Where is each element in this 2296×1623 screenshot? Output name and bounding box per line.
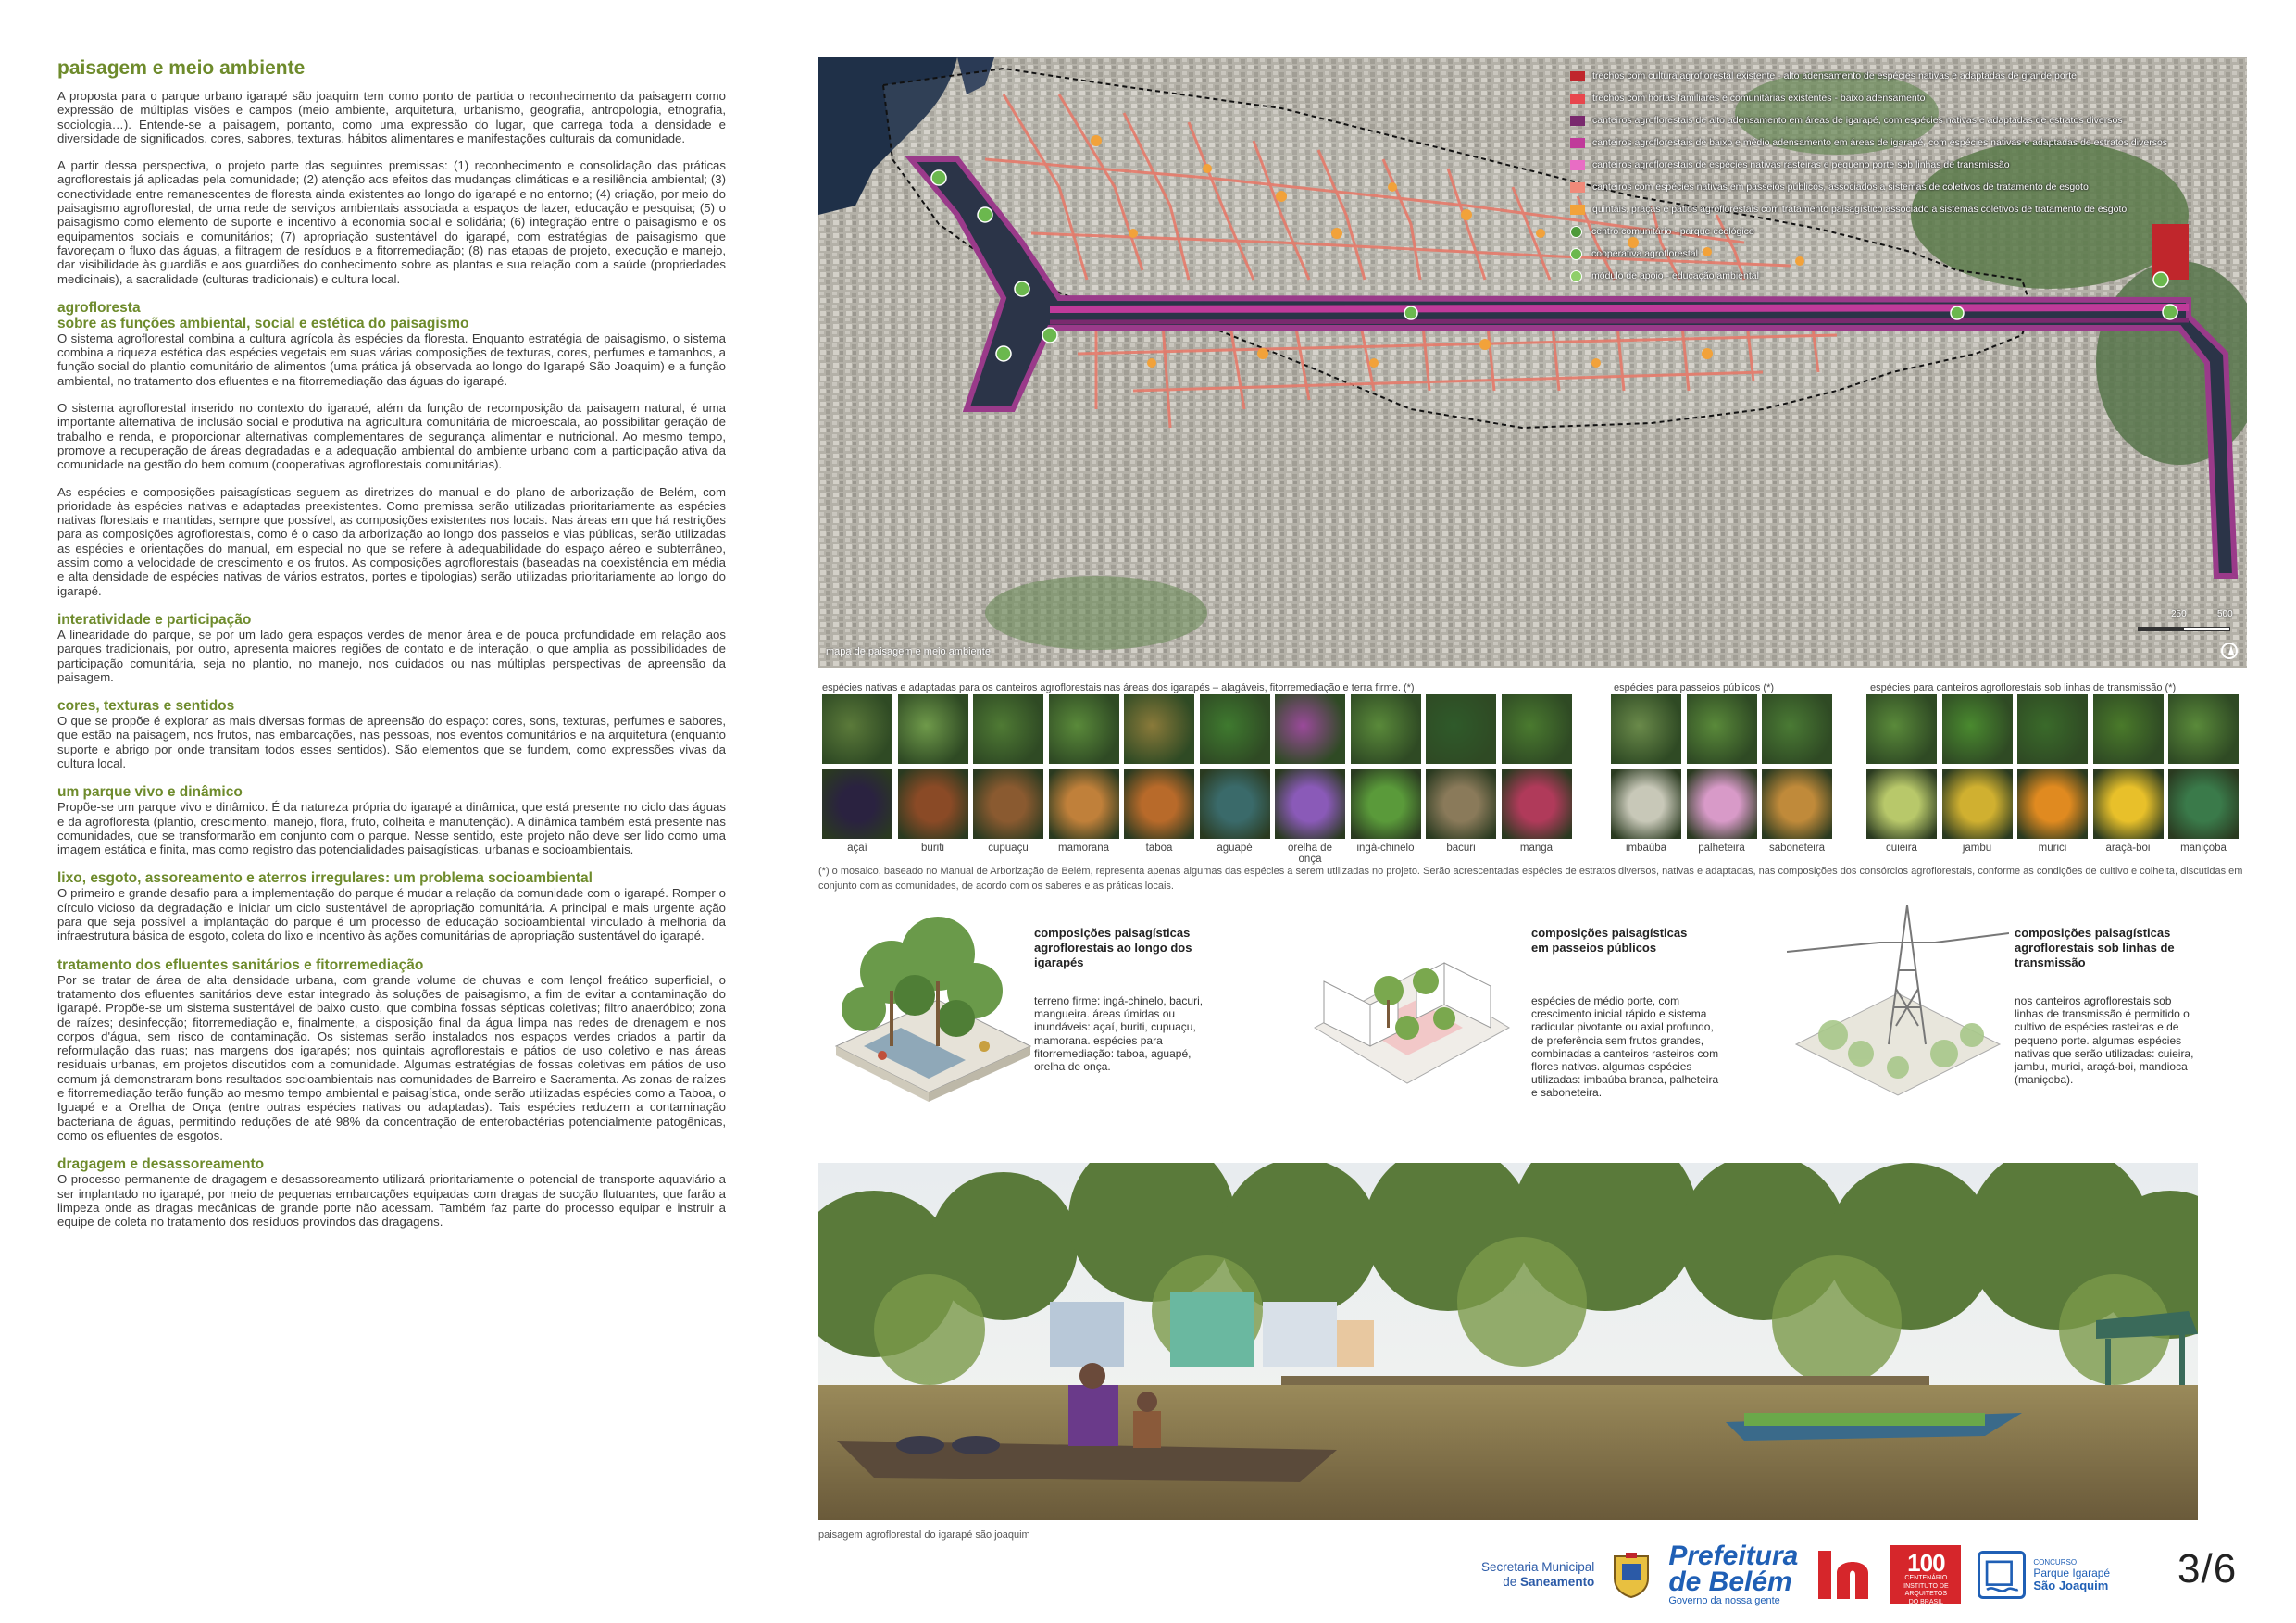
species-label: aguapé bbox=[1217, 843, 1253, 854]
species-label: bacuri bbox=[1446, 843, 1476, 854]
legend-label: quintais, praças e pátios agroflorestais com tratamento paisagístico associado a sistemas coletivos de tratamento de esgoto bbox=[1592, 204, 2128, 215]
species-tree-photo bbox=[1049, 694, 1119, 764]
legend-label: canteiros agroflorestais de espécies nativas rasteiras e pequeno porte sob linhas de transmissão bbox=[1592, 159, 2010, 170]
species-tree-photo bbox=[1762, 694, 1832, 764]
species-detail-photo bbox=[1942, 769, 2013, 839]
mosaic-group-title-passeios: espécies para passeios públicos (*) bbox=[1614, 682, 1775, 693]
species-tree-photo bbox=[2168, 694, 2239, 764]
heading-agrofloresta: agrofloresta sobre as funções ambiental, social e estética do paisagismo bbox=[57, 299, 469, 331]
legend-label: trechos com hortas familiares e comunitárias existentes - baixo adensamento bbox=[1592, 93, 1926, 104]
photo-caption: paisagem agroflorestal do igarapé são joaquim bbox=[818, 1529, 1030, 1541]
legend-item bbox=[1570, 131, 2246, 154]
species-label: ingá-chinelo bbox=[1356, 843, 1415, 854]
north-arrow-icon bbox=[2221, 643, 2238, 659]
species-tree-photo bbox=[1124, 694, 1194, 764]
legend-item bbox=[1570, 87, 2246, 109]
species-detail-photo bbox=[1200, 769, 1270, 839]
heading-lixo: lixo, esgoto, assoreamento e aterros irregulares: um problema socioambiental bbox=[57, 870, 593, 887]
composition-text-igarape: terreno firme: ingá-chinelo, bacuri, mangueira. áreas úmidas ou inundáveis: açaí, buriti, cupuaçu, mamorana. espécies para fitorremediação: taboa, aguapé, orelha de onça. bbox=[1034, 994, 1204, 1074]
species-detail-photo bbox=[2017, 769, 2088, 839]
agro-paragraph-1: O sistema agroflorestal combina a cultura agrícola às espécies da floresta. Enquanto estratégia de paisagismo, o sistema combina a riqueza estética das espécies vegetais em suas várias composições de texturas, cores, perfumes e tamanhos, a função social do plantio comunitário de alimentos (uma prática já observada ao longo do Igarapé São Joaquim) e a função ambiental, no tratamento dos efluentes e na fitorremediação das águas do igarapé. bbox=[57, 331, 726, 388]
scale-label-250: 250 bbox=[2171, 609, 2187, 619]
species-label: buriti bbox=[921, 843, 944, 854]
logo-prefeitura-belem: Prefeitura de Belém Governo da nossa gente bbox=[1668, 1540, 1799, 1606]
species-label: murici bbox=[2038, 843, 2067, 854]
trat-paragraph: Por se tratar de área de alta densidade urbana, com grande volume de chuvas e com lençol freático superficial, o tratamento dos efluentes sanitários deve estar integrado às soluções de paisagismo, a fim de evitar a contaminação do igarapé. Propõe-se um sistema sustentável de baixo custo, que combina fossas sépticas coletivas; filtro anaeróbico; zona de raízes; desinfecção; fitorremediação e, finalmente, a disposição final da água limpa nas redes de drenagem e nos corpos d'água, sem risco de contaminação. Os sistemas serão instalados nos espaços verdes criados a partir da reformulação das ruas; nas margens dos igarapés; nos quintais agroflorestais e pátios de uso coletivo e nas áreas residuais urbanas, em projetos discutidos com a comunidade. Algumas estratégias de fossas coletivas em pátios de uso comum já demonstraram bons resultados socioambientais nas comunidades de Barreiro e Sacramenta. As zonas de raízes e fitorremediação terão função ao mesmo tempo ambiental e paisagística, onde serão utilizadas espécies como a Taboa, o Iguapé e a Orelha de Onça (entre outras espécies nativas ou adaptadas). Tais espécies reduzem a contaminação bacteriana de águas, permitindo reduções de até 98% da concentração de enterobactérias potencialmente patogênicas, como os efluentes de esgotos. bbox=[57, 972, 726, 1142]
legend-label: trechos com cultura agroflorestal existente - alto adensamento de espécies nativas e adaptadas de grande porte bbox=[1592, 70, 2077, 81]
legend-swatch bbox=[1570, 160, 1585, 170]
legend-item bbox=[1570, 65, 2246, 87]
species-tree-photo bbox=[1200, 694, 1270, 764]
species-label: cupuaçu bbox=[988, 843, 1029, 854]
heading-interatividade: interatividade e participação bbox=[57, 611, 252, 628]
inter-paragraph: A linearidade do parque, se por um lado gera espaços verdes de menor área e de pouca profundidade em relação aos parques tradicionais, por outro, apresenta maiores regiões de contato e de interação, o que amplia as possibilidades de participação comunitária, seja no plantio, no manejo, nos cuidados ou nas múltiplas perspectivas de apreensão da paisagem. bbox=[57, 627, 726, 684]
scale-bar bbox=[2138, 609, 2233, 637]
left-text-column bbox=[57, 57, 726, 1229]
legend-swatch bbox=[1570, 270, 1582, 282]
species-detail-photo bbox=[2093, 769, 2164, 839]
species-detail-photo bbox=[1762, 769, 1832, 839]
composition-title-transmissao: composições paisagísticas agroflorestais sob linhas de transmissão bbox=[2015, 926, 2175, 969]
species-detail-photo bbox=[1611, 769, 1681, 839]
legend-item bbox=[1570, 154, 2246, 176]
species-detail-photo bbox=[1275, 769, 1345, 839]
legend-swatch bbox=[1570, 71, 1585, 81]
species-detail-photo bbox=[973, 769, 1043, 839]
concurso-badge-icon bbox=[1978, 1551, 2026, 1599]
iab-logo-icon bbox=[1815, 1545, 1874, 1604]
composition-igarape-illustration bbox=[827, 907, 1040, 1102]
species-label: orelha de onça bbox=[1288, 843, 1332, 865]
species-label: cuieira bbox=[1886, 843, 1917, 854]
cores-paragraph: O que se propõe é explorar as mais diversas formas de apreensão do espaço: cores, sons, texturas, perfumes e sabores, que estão na paisagem, nos frutos, nas embarcações, nas pessoas, nos eventos comunitários e na arquitetura (enquanto suporte e abrigo por onde transitam todos esses sentidos). São elementos que se fundem, como expressões vivas da cultura local. bbox=[57, 714, 726, 770]
species-tree-photo bbox=[898, 694, 968, 764]
scale-label-500: 500 bbox=[2217, 609, 2233, 619]
legend-label: centro comunitário - parque ecológico bbox=[1591, 226, 1754, 237]
heading-parque-vivo: um parque vivo e dinâmico bbox=[57, 784, 243, 801]
legend-label: módulo de apoio - educação ambiental bbox=[1591, 270, 1759, 281]
species-tree-photo bbox=[1611, 694, 1681, 764]
composition-title-passeios: composições paisagísticas em passeios públicos bbox=[1531, 926, 1688, 955]
legend-swatch bbox=[1570, 205, 1585, 215]
mosaic-footnote: (*) o mosaico, baseado no Manual de Arborização de Belém, representa apenas algumas das espécies a serem utilizadas no projeto. Serão acrescentadas espécies de estratos diversos, nativas e adaptadas, nas composições dos consórcios agroflorestais, conforme as condições de cultivo e colheita, discutidas em conjunto com as comunidades, de acordo com os saberes e as práticas locais. bbox=[818, 866, 2243, 892]
logo-concurso: CONCURSO Parque Igarapé São Joaquim bbox=[1978, 1551, 2110, 1599]
species-detail-photo bbox=[1687, 769, 1757, 839]
species-tree-photo bbox=[1687, 694, 1757, 764]
intro-paragraph-2: A partir dessa perspectiva, o projeto parte das seguintes premissas: (1) reconhecimento e consolidação das práticas agroflorestais já aplicadas pela comunidade; (2) atenção aos efeitos das mudanças climáticas e a resiliência ambiental; (3) conectividade entre remanescentes de floresta ainda existentes ao longo do igarapé e no entorno; (4) criação, por meio do paisagismo agroflorestal, de uma rede de serviços ambientais associada a espaços de lazer, educação e pesquisa; (5) o paisagismo como elemento de suporte e incentivo à economia social e solidária; (6) integração entre o paisagismo e os equipamentos sociais e comunitários; (7) apropriação sustentável do igarapé, com estratégias de paisagismo que favoreçam o fluxo das águas, a filtragem de resíduos e a fitorremediação; (8) nas etapas de projeto, execução e manejo, dar visibilidade às guardiãs e aos guardiões do conhecimento sobre as plantas e sua relação com a saúde (propriedades medicinais), a sacralidade (culturas tradicionais) e cultura local. bbox=[57, 158, 726, 286]
composition-text-passeios: espécies de médio porte, com crescimento inicial rápido e sistema radicular pivotante ou axial profundo, de preferência sem frutos grandes, combinadas a canteiros rasteiros com flores nativas. algumas espécies utilizadas: imbaúba branca, palheteira e saboneteira. bbox=[1531, 994, 1719, 1100]
mosaic-group-title-transmissao: espécies para canteiros agroflorestais sob linhas de transmissão (*) bbox=[1870, 682, 2177, 693]
species-label: maniçoba bbox=[2180, 843, 2227, 854]
legend-swatch bbox=[1570, 138, 1585, 148]
species-detail-photo bbox=[1502, 769, 1572, 839]
species-detail-photo bbox=[2168, 769, 2239, 839]
legend-label: canteiros com espécies nativas em passeios públicos, associados a sistemas de coletivos de tratamento de esgoto bbox=[1592, 181, 2089, 193]
legend-label: cooperativa agroflorestal bbox=[1591, 248, 1698, 259]
legend-swatch bbox=[1570, 248, 1582, 260]
agro-paragraph-2: O sistema agroflorestal inserido no contexto do igarapé, além da função de recomposição da paisagem natural, é uma importante alternativa de inclusão social e produtiva na agricultura comunitária de microescala, ao possibilitar geração de trabalho e renda, e proporcionar alternativas complementares de segurança alimentar e nutricional. Ao mesmo tempo, promove a recuperação de áreas degradadas e a adequação ambiental do ambiente urbano com a participação ativa da comunidade na gestão do bem comum (cooperativas agroflorestais comunitárias). bbox=[57, 401, 726, 472]
intro-paragraph-1: A proposta para o parque urbano igarapé são joaquim tem como ponto de partida o reconhecimento da paisagem como expressão de múltiplas visões e campos (meio ambiente, arquitetura, urbanismo, geografia, antropologia, etnografia, sociologia…). Entende-se a paisagem, portanto, como uma expressão do lugar, que carrega toda a densidade e diversidade de significados, cores, sabores, texturas, hábitos alimentares e manifestações culturais da comunidade. bbox=[57, 89, 726, 145]
species-label: manga bbox=[1519, 843, 1554, 854]
species-label: imbaúba bbox=[1625, 843, 1667, 854]
species-label: jambu bbox=[1962, 843, 1992, 854]
map-caption: mapa de paisagem e meio ambiente bbox=[826, 646, 991, 657]
drag-paragraph: O processo permanente de dragagem e desassoreamento utilizará prioritariamente o potencial de transporte aquaviário a ser implantado no igarapé, por meio de pequenas embarcações equipadas com dragas de sucção flutuantes, que farão a limpeza onde as dragas mecânicas de grande porte não acessam. Também faz parte do processo equipar e instruir a equipe de coleta no tratamento dos resíduos provindos das dragagens. bbox=[57, 1172, 726, 1230]
legend-swatch bbox=[1570, 94, 1585, 104]
species-label: taboa bbox=[1145, 843, 1173, 854]
legend-label: canteiros agroflorestais de alto adensamento em áreas de igarapé, com espécies nativas e adaptadas de estratos diversos bbox=[1592, 115, 2123, 126]
legend-item bbox=[1570, 265, 2246, 287]
heading-dragagem: dragagem e desassoreamento bbox=[57, 1156, 265, 1173]
species-detail-photo bbox=[1124, 769, 1194, 839]
vivo-paragraph: Propõe-se um parque vivo e dinâmico. É da natureza própria do igarapé a dinâmica, que está presente no ciclo das águas e da agrofloresta (plantio, crescimento, manejo, flora, fruto, colheita e manutenção). A dinâmica também está presente nas comunidades, que se transformarão em conjunto com o parque. Nesse sentido, este projeto não deve ser lido como uma imagem estática e finita, mas como registro das potencialidades paisagísticas, urbanas e socioambientais. bbox=[57, 800, 726, 857]
belem-crest-icon bbox=[1611, 1551, 1652, 1599]
legend-label: canteiros agroflorestais de baixo e médio adensamento em áreas de igarapé, com espécies nativas e adaptadas de estratos diversos bbox=[1592, 137, 2168, 148]
agroforestry-photo bbox=[818, 1163, 2198, 1520]
species-detail-photo bbox=[1351, 769, 1421, 839]
legend-item bbox=[1570, 176, 2246, 198]
species-detail-photo bbox=[898, 769, 968, 839]
composition-title-igarape: composições paisagísticas agroflorestais ao longo dos igarapés bbox=[1034, 926, 1192, 969]
legend-swatch bbox=[1570, 116, 1585, 126]
composition-passeios-illustration bbox=[1305, 926, 1518, 1111]
legend-item bbox=[1570, 243, 2246, 265]
species-tree-photo bbox=[822, 694, 892, 764]
species-tree-photo bbox=[1426, 694, 1496, 764]
lixo-paragraph: O primeiro e grande desafio para a implementação do parque é mudar a relação da comunidade com o igarapé. Romper o círculo vicioso da degradação e iniciar um ciclo sustentável de apropriação comunitária. A principal e mais urgente ação para que seja possível a implantação do parque é um processo de educação socioambiental vinculado à melhoria da infraestrutura básica de esgoto, coleta do lixo e incentivo às ações comunitárias de apropriação sustentável do igarapé. bbox=[57, 886, 726, 943]
photo-artwork bbox=[818, 1163, 2198, 1520]
species-detail-photo bbox=[1866, 769, 1937, 839]
species-tree-photo bbox=[2017, 694, 2088, 764]
species-label: saboneteira bbox=[1768, 843, 1826, 854]
logo-centenario-iab: 100 CENTENÁRIO INSTITUTO DE ARQUITETOS DO BRASIL bbox=[1890, 1545, 1961, 1604]
legend-item bbox=[1570, 109, 2246, 131]
composition-transmissao-illustration bbox=[1787, 896, 2009, 1109]
footer-logos bbox=[1481, 1542, 2110, 1607]
logo-secretaria-saneamento: Secretaria Municipal de Saneamento bbox=[1481, 1560, 1595, 1589]
species-tree-photo bbox=[2093, 694, 2164, 764]
mosaic-group-title-igarapes: espécies nativas e adaptadas para os canteiros agroflorestais nas áreas dos igarapés – alagáveis, fitorremediação e terra firme. (*) bbox=[822, 682, 1415, 693]
species-tree-photo bbox=[1942, 694, 2013, 764]
species-detail-photo bbox=[1049, 769, 1119, 839]
section-title: paisagem e meio ambiente bbox=[57, 57, 306, 79]
heading-cores: cores, texturas e sentidos bbox=[57, 698, 235, 715]
species-tree-photo bbox=[1502, 694, 1572, 764]
landscape-map bbox=[818, 57, 2247, 668]
agro-paragraph-3: As espécies e composições paisagísticas seguem as diretrizes do manual e do plano de arborização de Belém, com prioridade às espécies nativas e adaptadas preexistentes. Como premissa serão utilizadas prioritariamente as espécies nativas florestais e mantidas, sempre que possível, as composições existentes nos locais. Nas áreas em que há restrições para as composições agroflorestais, como é o caso da arborização ao longo dos passeios e vias públicas, serão utilizadas as espécies e orientações do manual, em especial no que se refere à adequabilidade do espaço aéreo e subterrâneo, assim como a velocidade de crescimento e os frutos. As composições agroflorestais (baseadas na coexistência em média e alta densidade de espécies nativas de vários estratos, portes e tipologias) serão utilizadas prioritariamente ao longo do igarapé. bbox=[57, 484, 726, 598]
species-tree-photo bbox=[1351, 694, 1421, 764]
map-legend bbox=[1570, 65, 2246, 287]
species-label: açaí bbox=[847, 843, 867, 854]
species-label: araçá-boi bbox=[2105, 843, 2151, 854]
composition-text-transmissao: nos canteiros agroflorestais sob linhas de transmissão é permitido o cultivo de espécies rasteiras e de pequeno porte. algumas espécies nativas que serão utilizadas: cuieira, jambu, murici, araçá-boi, mandioca (maniçoba). bbox=[2015, 994, 2194, 1087]
species-tree-photo bbox=[1275, 694, 1345, 764]
heading-tratamento: tratamento dos efluentes sanitários e fitorremediação bbox=[57, 956, 424, 973]
species-label: mamorana bbox=[1058, 843, 1109, 854]
legend-swatch bbox=[1570, 226, 1582, 238]
legend-swatch bbox=[1570, 182, 1585, 193]
page-number: 3/6 bbox=[2177, 1546, 2238, 1592]
species-detail-photo bbox=[822, 769, 892, 839]
species-tree-photo bbox=[1866, 694, 1937, 764]
legend-item bbox=[1570, 220, 2246, 243]
species-tree-photo bbox=[973, 694, 1043, 764]
species-label: palheteira bbox=[1698, 843, 1745, 854]
species-detail-photo bbox=[1426, 769, 1496, 839]
legend-item bbox=[1570, 198, 2246, 220]
